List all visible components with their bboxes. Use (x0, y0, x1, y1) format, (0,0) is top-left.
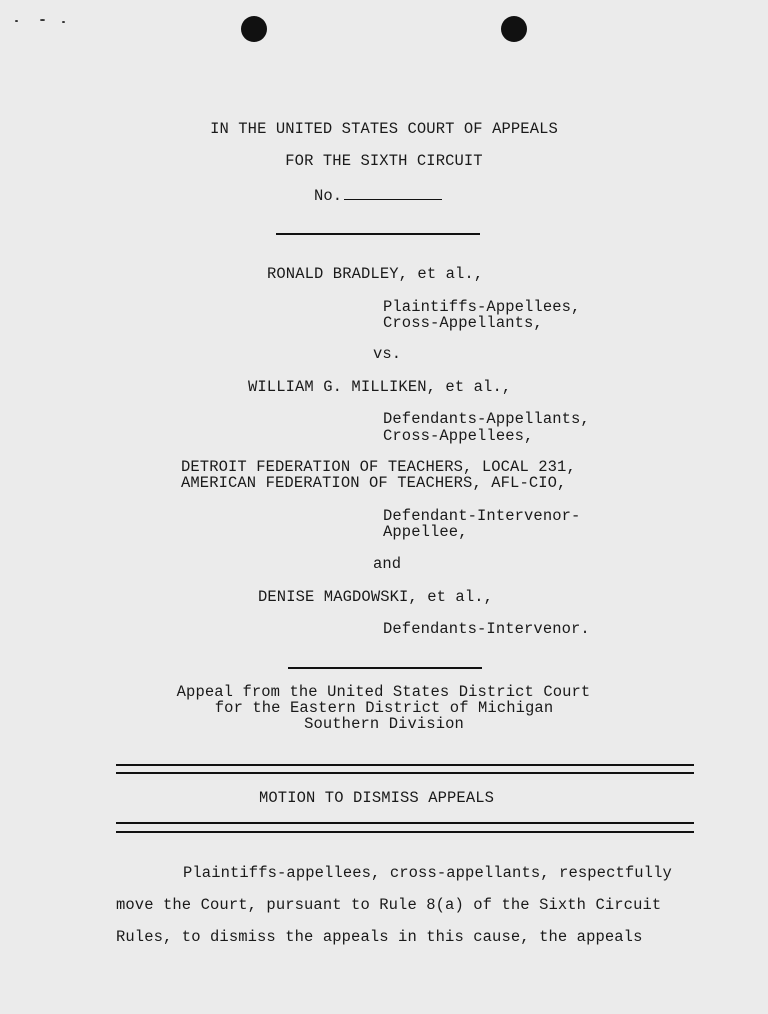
punch-hole-right (501, 16, 527, 42)
appeal-divider (288, 667, 482, 669)
appeal-division: Southern Division (304, 715, 464, 733)
court-name: IN THE UNITED STATES COURT OF APPEALS (210, 120, 558, 138)
party-role: Appellee, (383, 523, 468, 541)
versus-label: vs. (373, 345, 402, 363)
appeal-district: for the Eastern District of Michigan (214, 699, 554, 717)
party-role: Plaintiffs-Appellees, (383, 298, 581, 316)
party-role: Cross-Appellants, (383, 314, 543, 332)
party-name: DENISE MAGDOWSKI, et al., (258, 588, 494, 606)
appeal-from: Appeal from the United States District Court (176, 683, 591, 701)
body-text-line: move the Court, pursuant to Rule 8(a) of the Sixth Circuit (116, 896, 662, 914)
title-rule-top (116, 764, 694, 766)
motion-title: MOTION TO DISMISS APPEALS (259, 789, 495, 807)
docket-blank (344, 186, 442, 200)
party-name: WILLIAM G. MILLIKEN, et al., (248, 378, 512, 396)
party-role: Defendants-Intervenor. (383, 620, 590, 638)
party-name: AMERICAN FEDERATION OF TEACHERS, AFL-CIO, (181, 474, 567, 492)
party-role: Defendants-Appellants, (383, 410, 590, 428)
party-name: DETROIT FEDERATION OF TEACHERS, LOCAL 231, (181, 458, 576, 476)
scan-speck (15, 20, 18, 22)
scan-speck (62, 21, 65, 23)
party-role: Defendant-Intervenor- (383, 507, 581, 525)
body-text-line: Rules, to dismiss the appeals in this cause, the appeals (116, 928, 643, 946)
party-role: Cross-Appellees, (383, 427, 534, 445)
caption-divider (276, 233, 480, 235)
conjunction: and (373, 555, 402, 573)
circuit-name: FOR THE SIXTH CIRCUIT (285, 152, 483, 170)
party-name: RONALD BRADLEY, et al., (267, 265, 484, 283)
docket-label: No. (314, 187, 343, 205)
docket-number (314, 186, 442, 205)
title-rule-bottom (116, 822, 694, 824)
scan-speck (40, 19, 45, 21)
body-text-line: Plaintiffs-appellees, cross-appellants, respectfully (183, 864, 672, 882)
title-rule-bottom-second (116, 831, 694, 833)
title-rule-top-second (116, 772, 694, 774)
punch-hole-left (241, 16, 267, 42)
